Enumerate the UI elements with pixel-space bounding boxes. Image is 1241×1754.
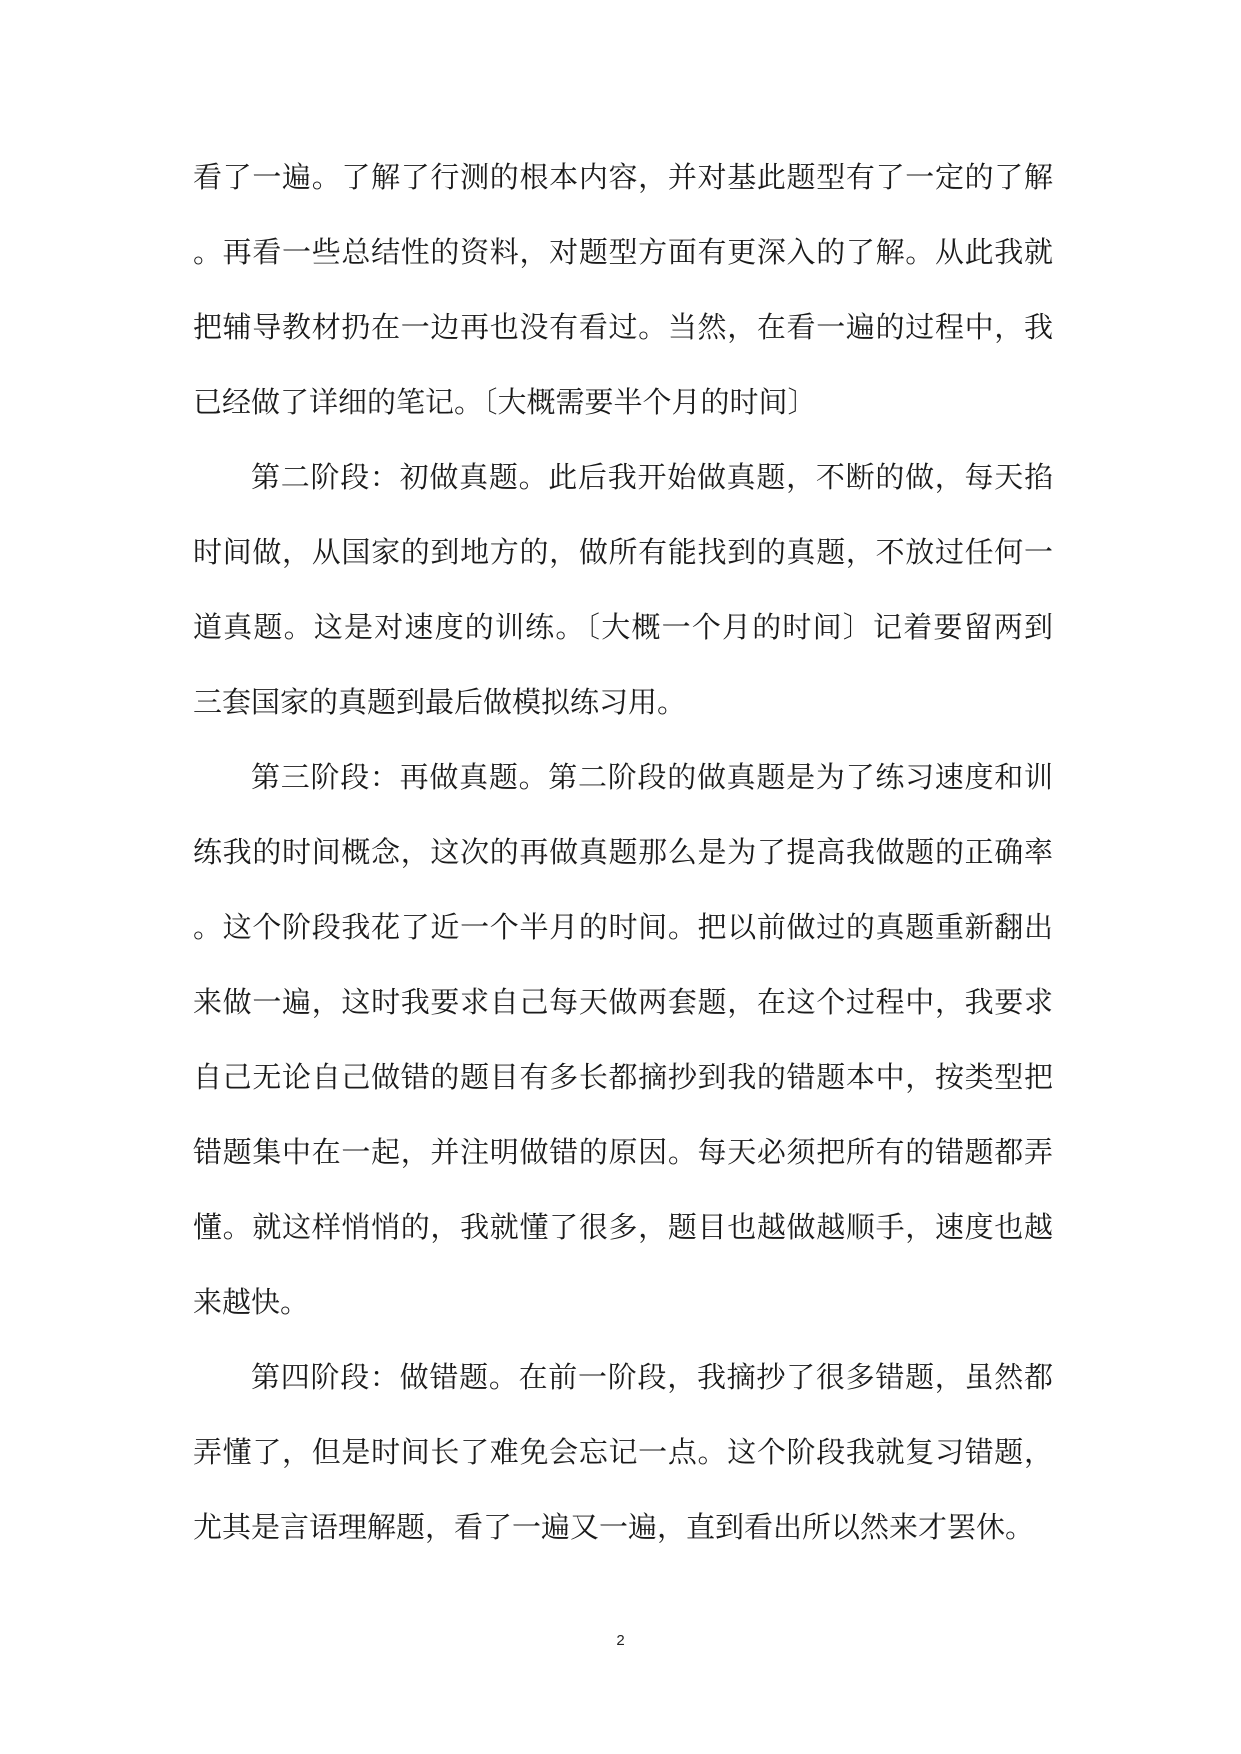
body-text: [193, 140, 1053, 1565]
text-line: 懂。就这样悄悄的，我就懂了很多，题目也越做越顺手，速度也越: [193, 1210, 1053, 1244]
text-line: 道真题。这是对速度的训练。〔大概一个月的时间〕记着要留两到: [193, 610, 1053, 644]
paragraph-2: [193, 440, 1053, 740]
text-line: 来做一遍，这时我要求自己每天做两套题，在这个过程中，我要求: [193, 985, 1053, 1019]
text-line: 第三阶段：再做真题。第二阶段的做真题是为了练习速度和训: [251, 760, 1053, 794]
text-line: 自己无论自己做错的题目有多长都摘抄到我的错题本中，按类型把: [193, 1060, 1053, 1094]
page-number: 2: [616, 1632, 625, 1649]
text-line: 错题集中在一起，并注明做错的原因。每天必须把所有的错题都弄: [193, 1135, 1053, 1169]
text-line: 第四阶段：做错题。在前一阶段，我摘抄了很多错题，虽然都: [251, 1360, 1053, 1394]
text-line: 三套国家的真题到最后做模拟练习用。: [193, 685, 687, 719]
text-line: 第二阶段：初做真题。此后我开始做真题，不断的做，每天掐: [251, 460, 1053, 494]
text-line: 尤其是言语理解题，看了一遍又一遍，直到看出所以然来才罢休。: [193, 1510, 1035, 1544]
text-line: 时间做，从国家的到地方的，做所有能找到的真题，不放过任何一: [193, 535, 1053, 569]
text-line: 已经做了详细的笔记。〔大概需要半个月的时间〕: [193, 385, 817, 419]
paragraph-1: [193, 140, 1053, 440]
paragraph-3: [193, 740, 1053, 1340]
paragraph-4: [193, 1340, 1053, 1565]
text-line: 练我的时间概念，这次的再做真题那么是为了提高我做题的正确率: [193, 835, 1053, 869]
text-line: 弄懂了，但是时间长了难免会忘记一点。这个阶段我就复习错题，: [193, 1435, 1053, 1469]
text-line: 看了一遍。了解了行测的根本内容，并对基此题型有了一定的了解: [193, 160, 1053, 194]
text-line: 来越快。: [193, 1285, 310, 1319]
text-line: 把辅导教材扔在一边再也没有看过。当然，在看一遍的过程中，我: [193, 310, 1053, 344]
text-line: 。再看一些总结性的资料，对题型方面有更深入的了解。从此我就: [193, 235, 1053, 269]
text-line: 。这个阶段我花了近一个半月的时间。把以前做过的真题重新翻出: [193, 910, 1053, 944]
